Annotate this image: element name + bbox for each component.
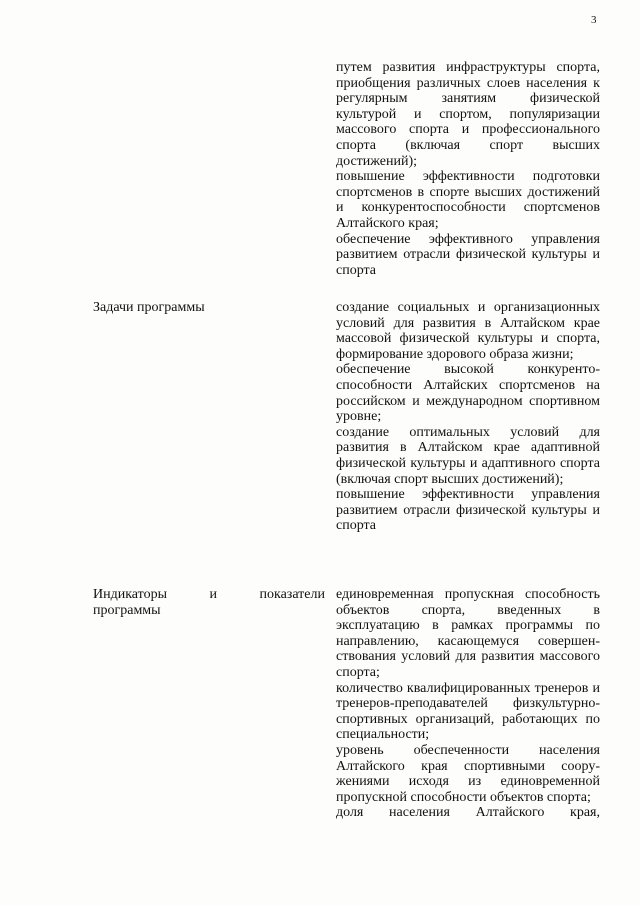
paragraph: количество квалифицированных тренеров и тренеров-преподавателей физкультурно-спортивных организаций, работающих по специальности; (336, 680, 600, 743)
paragraph: доля населения Алтайского края, (336, 805, 600, 821)
paragraph: уровень обеспеченности населения Алтайского края спортивными сооружениями исходя из единовременной пропускной способности объектов спорта; (336, 742, 600, 805)
paragraph: повышение эффективности управления развитием отрасли физической культуры и спорта (336, 487, 600, 534)
programme-passport-text-top (336, 60, 600, 278)
tasks-text (336, 300, 600, 534)
indicators-label-line1: Индикаторы и показатели (93, 587, 325, 602)
paragraph: повышение эффективности подготовки спортсменов в спорте высших достижений и конкурентоспособности спортсменов Алтайского края; (336, 169, 600, 231)
paragraph: обеспечение эффективного управления развитием отрасли физической культуры и спорта (336, 231, 600, 278)
page-number: 3 (591, 14, 597, 26)
paragraph: создание оптимальных условий для развития в Алтайском крае адаптивной физической культуры и адаптивного спорта (включая спорт высших достижений); (336, 424, 600, 487)
paragraph: единовременная пропускная способность объектов спорта, введенных в эксплуатацию в рамках программы по направлению, касающемуся совершенствования условий для развития массового спорта; (336, 587, 600, 680)
indicators-text (336, 587, 600, 821)
indicators-label (93, 587, 325, 618)
paragraph: создание социальных и организационных условий для развития в Алтайском крае массовой физической культуры и спорта, формирование здорового образа жизни; (336, 300, 600, 362)
paragraph: путем развития инфраструктуры спорта, приобщения различных слоев населения к регулярным занятиям физической культурой и спортом, популяризации массового спорта и профессионального спорта (включая спорт высших достижений); (336, 60, 600, 169)
indicators-label-line2: программы (93, 602, 161, 618)
tasks-label: Задачи программы (93, 300, 205, 315)
paragraph: обеспечение высокой конкурентоспособности Алтайских спортсменов на российском и международном спортивном уровне; (336, 362, 600, 425)
